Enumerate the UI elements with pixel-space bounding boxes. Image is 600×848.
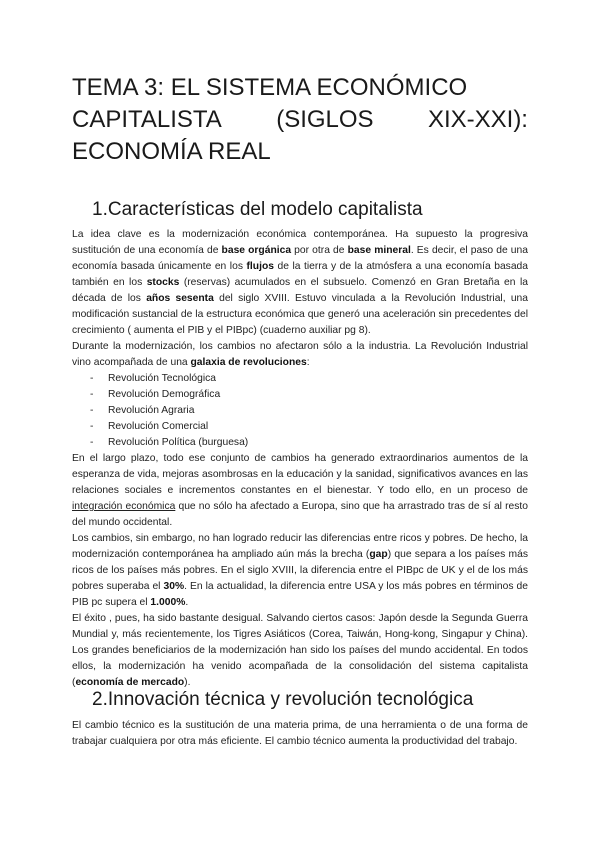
title-line-1: TEMA 3: EL SISTEMA ECONÓMICO [72,74,468,101]
section-1-body [72,227,528,691]
list-item: - Revolución Demográfica [72,387,528,403]
list-item: - Revolución Agraria [72,403,528,419]
section-2-heading: 2.Innovación técnica y revolución tecnológica [92,689,474,710]
paragraph: En el largo plazo, todo ese conjunto de cambios ha generado extraordinarios aumentos de la esperanza de vida, mejoras asombrosas en la educación y la sanidad, significativos avances en las relaciones sociales e incrementos constantes en el bienestar. Y todo ello, en un proceso de integración económica que no sólo ha afectado a Europa, sino que ha arrastrado tras de sí al resto del mundo occidental. [72,453,529,528]
list-marker: - [90,373,94,384]
paragraph: El cambio técnico es la sustitución de una materia prima, de una herramienta o de una forma de trabajar cualquiera por otra más eficiente. El cambio técnico aumenta la productividad del trabajo. [72,720,528,747]
title-word: XIX-XXI): [427,106,528,133]
page-title [72,72,528,168]
list-item: - Revolución Política (burguesa) [72,435,528,451]
paragraph: Durante la modernización, los cambios no afectaron sólo a la industria. La Revolución Industrial vino acompañada de una galaxia de revoluciones: [72,341,528,368]
list-marker: - [90,389,94,400]
revolutions-list [72,371,528,451]
list-marker: - [90,421,94,432]
list-item: - Revolución Comercial [72,419,528,435]
title-line-2 [72,104,528,136]
paragraph: Los cambios, sin embargo, no han logrado reducir las diferencias entre ricos y pobres. De hecho, la modernización contemporánea ha ampliado aún más la brecha (gap) que separa a los países más ricos de los países más pobres. En el siglo XVIII, la diferencia entre el PIBpc de UK y el de los más pobres superaba el 30%. En la actualidad, la diferencia entre USA y los más pobres en términos de PIB pc supera el 1.000%. [72,533,528,608]
list-marker: - [90,437,94,448]
list-item: - Revolución Tecnológica [72,371,528,387]
section-2-body [72,718,528,750]
paragraph: El éxito , pues, ha sido bastante desigual. Salvando ciertos casos: Japón desde la Segunda Guerra Mundial y, más recientemente, los Tigres Asiáticos (Corea, Taiwán, Hong-kong, Singapur y China). Los grandes beneficiarios de la modernización han sido los países del mundo accidental. En todos ellos, la modernización ha venido acompañada de la consolidación del sistema capitalista (economía de mercado). [72,613,528,688]
list-marker: - [90,405,94,416]
section-1-heading: 1.Características del modelo capitalista [92,199,423,220]
title-word: CAPITALISTA [72,106,222,133]
paragraph: La idea clave es la modernización económica contemporánea. Ha supuesto la progresiva sustitución de una economía de base orgánica por otra de base mineral. Es decir, el paso de una economía basada únicamente en los flujos de la tierra y de la atmósfera a una economía basada también en los stocks (reservas) acumulados en el subsuelo. Comenzó en Gran Bretaña en la década de los años sesenta del siglo XVIII. Estuvo vinculada a la Revolución Industrial, una modificación sustancial de la estructura económica que generó una aceleración sin precedentes del crecimiento ( aumenta el PIB y el PIBpc) (cuaderno auxiliar pg 8). [72,229,529,336]
title-word: (SIGLOS [276,106,374,133]
title-line-3: ECONOMÍA REAL [72,138,271,165]
